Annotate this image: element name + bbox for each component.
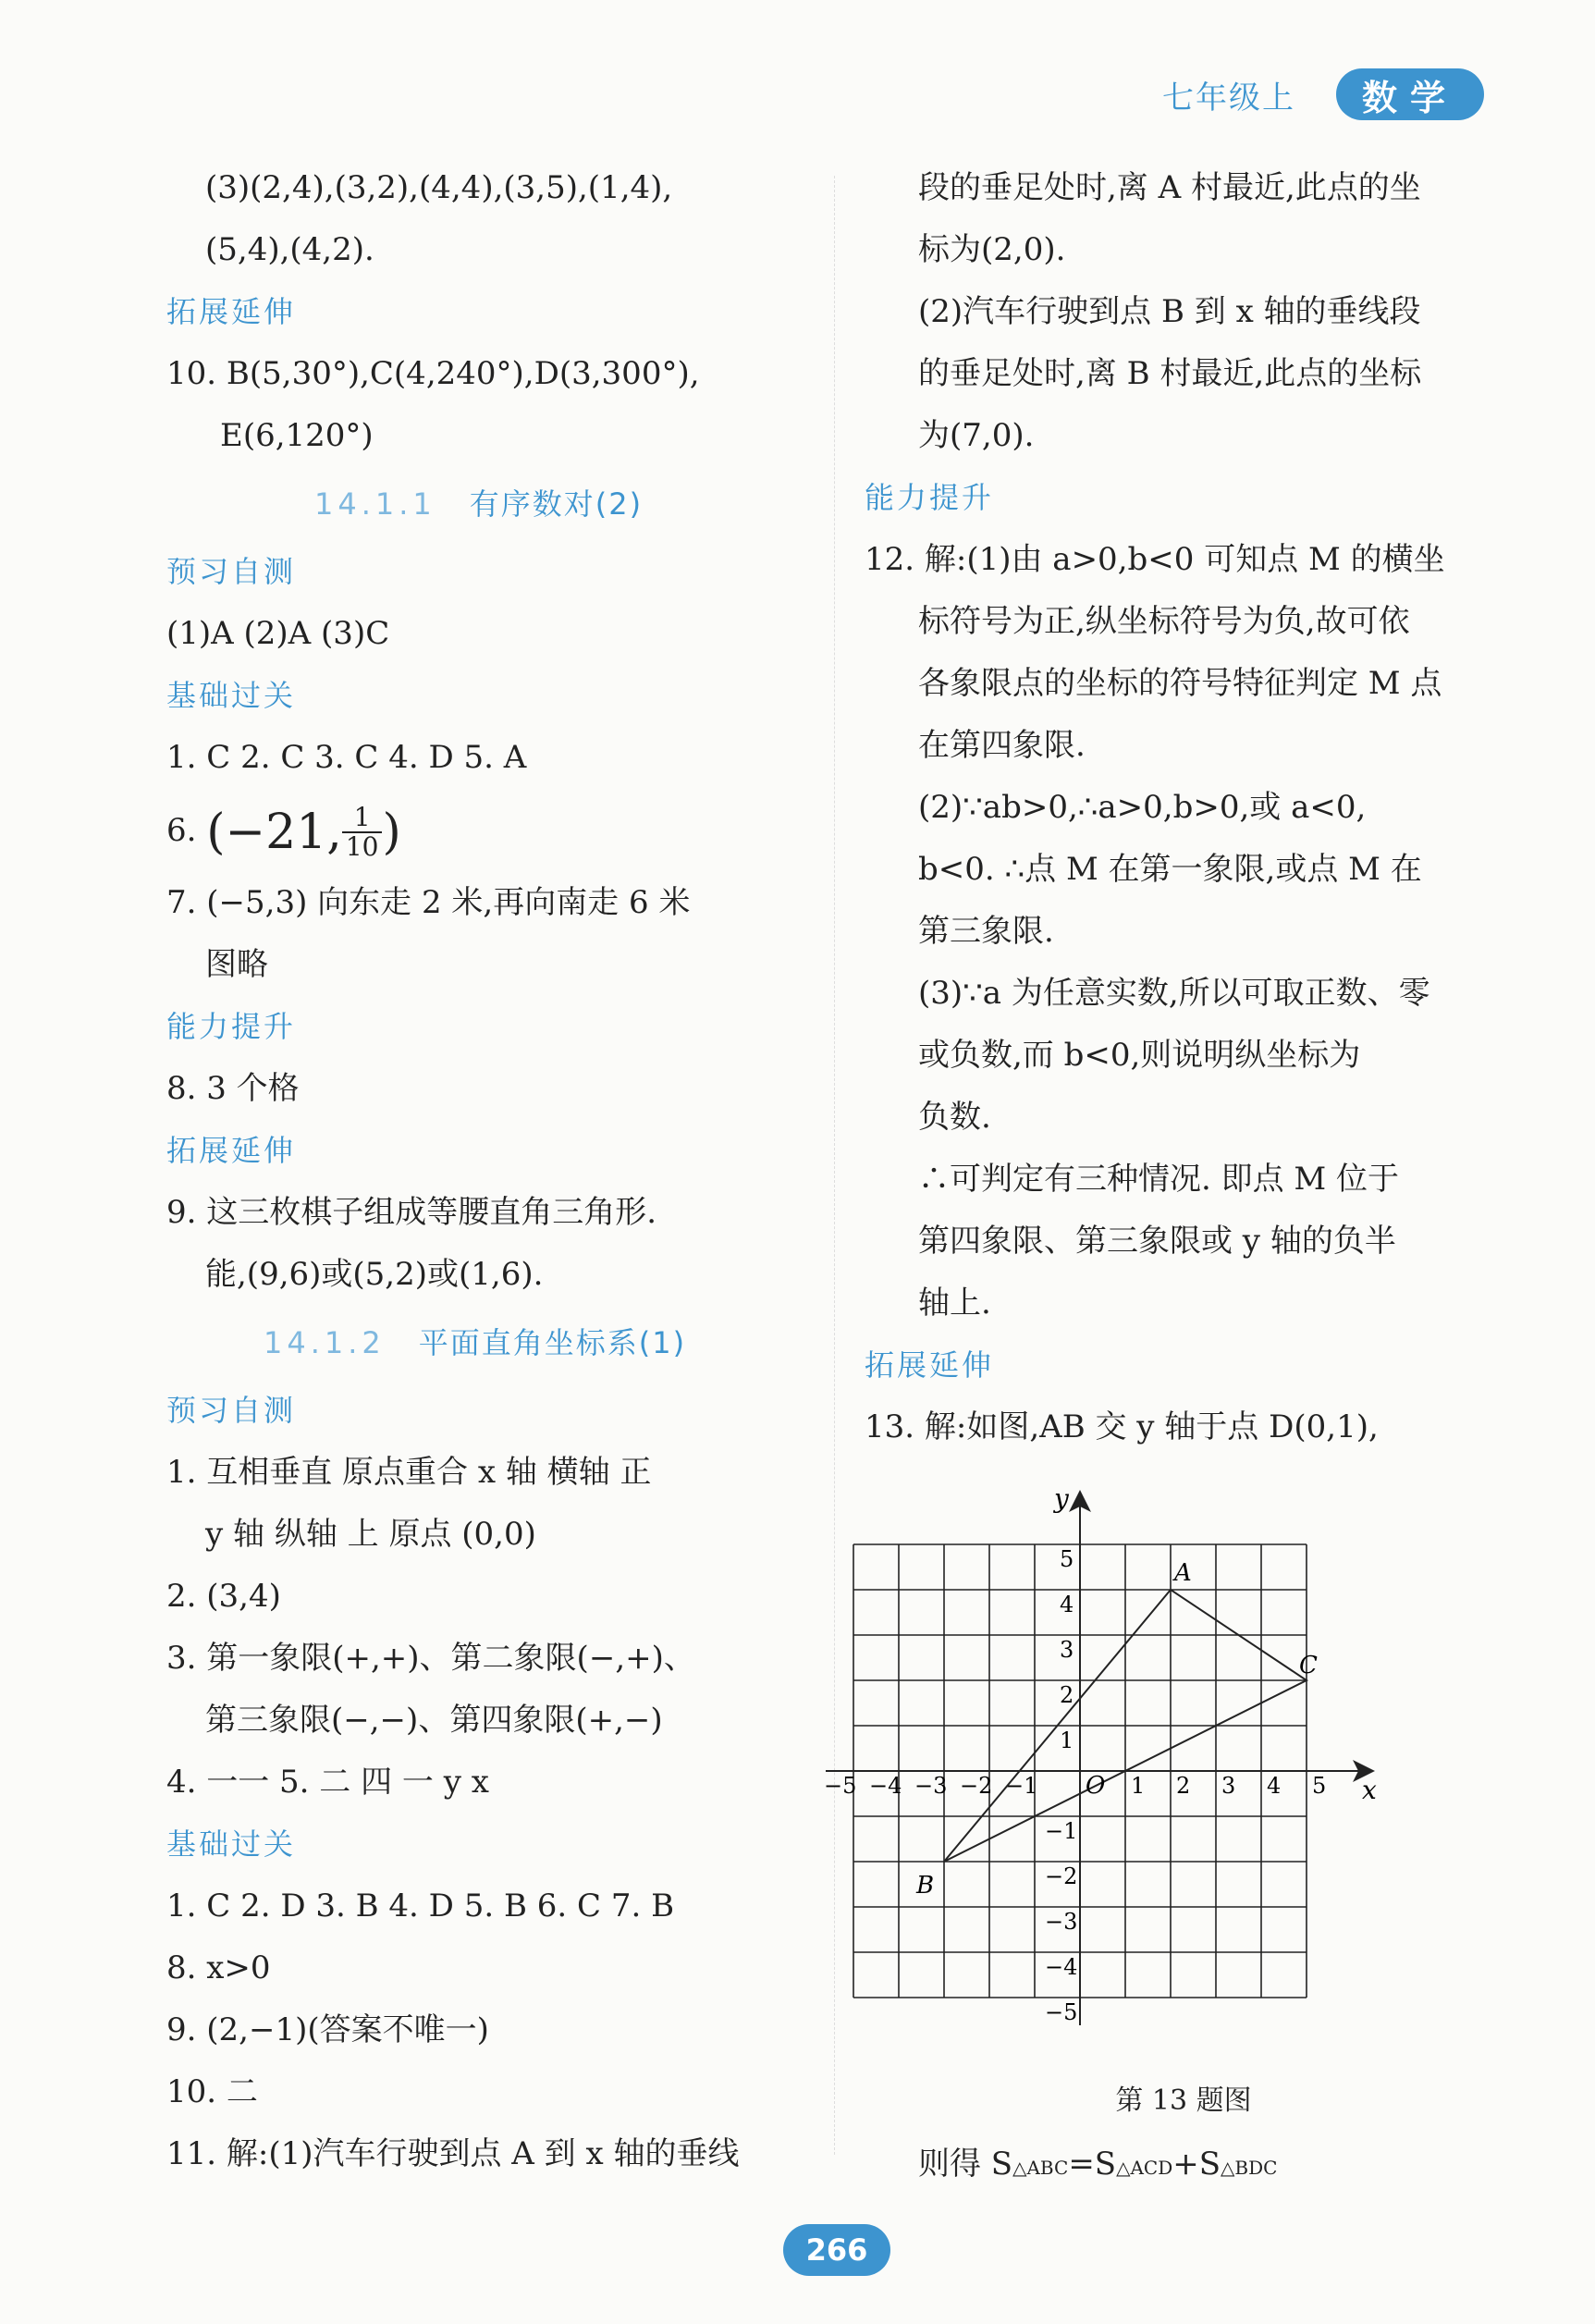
paren-left: (−21, — [206, 805, 342, 860]
formula-part: +S — [1172, 2146, 1221, 2183]
answer-line: 8. x>0 — [166, 1949, 271, 1986]
x-tick-label: −2 — [960, 1773, 993, 1799]
section-heading: 基础过关 — [166, 678, 297, 713]
formula-subscript: △ACD — [1116, 2157, 1173, 2179]
answer-line: 在第四象限. — [918, 727, 1086, 764]
point-a-label: A — [1174, 1559, 1192, 1587]
y-tick-label: 4 — [1060, 1592, 1074, 1617]
answer-line: 4. 一一 5. 二 四 一 y x — [166, 1764, 489, 1801]
formula-part: 则得 S — [918, 2146, 1013, 2183]
y-tick-label: 3 — [1060, 1637, 1074, 1663]
answer-line: 能,(9,6)或(5,2)或(1,6). — [205, 1256, 544, 1293]
answer-line: 为(7,0). — [918, 417, 1035, 454]
answer-line: 第三象限(−,−)、第四象限(+,−) — [205, 1702, 663, 1739]
x-tick-label: −4 — [869, 1773, 902, 1799]
answer-line: 或负数,而 b<0,则说明纵坐标为 — [918, 1037, 1361, 1074]
y-tick-label: −4 — [1045, 1954, 1078, 1980]
answer-line: 标为(2,0). — [918, 231, 1066, 268]
point-b-label: B — [916, 1872, 935, 1900]
y-axis-label: y — [1054, 1483, 1069, 1514]
answer-line: 3. 第一象限(+,+)、第二象限(−,+)、 — [166, 1640, 695, 1677]
x-tick-label: 5 — [1312, 1773, 1327, 1799]
y-tick-label: 5 — [1060, 1546, 1074, 1572]
answer-line: 标符号为正,纵坐标符号为负,故可依 — [918, 603, 1410, 640]
answer-line: 8. 3 个格 — [166, 1070, 300, 1107]
point-c-label: C — [1299, 1652, 1318, 1679]
subject-badge: 数学 — [1336, 68, 1484, 120]
x-axis-label: x — [1362, 1775, 1377, 1805]
x-tick-label: 1 — [1131, 1773, 1146, 1799]
chapter-number: 14.1.2 — [264, 1325, 386, 1360]
formula-subscript: △BDC — [1221, 2157, 1278, 2179]
y-tick-label: 2 — [1060, 1682, 1074, 1708]
answer-line: E(6,120°) — [220, 417, 374, 454]
x-tick-label: −3 — [914, 1773, 948, 1799]
chapter-number: 14.1.1 — [314, 486, 436, 522]
answer-line: (2)∵ab>0,∴a>0,b>0,或 a<0, — [918, 789, 1367, 826]
answer-line: 图略 — [205, 946, 268, 983]
x-tick-label: 2 — [1176, 1773, 1191, 1799]
answer-line: 1. C 2. D 3. B 4. D 5. B 6. C 7. B — [166, 1887, 675, 1924]
answer-line: 7. (−5,3) 向东走 2 米,再向南走 6 米 — [166, 884, 691, 921]
section-heading: 预习自测 — [166, 554, 297, 589]
section-heading: 拓展延伸 — [865, 1347, 995, 1383]
answer-line: 10. B(5,30°),C(4,240°),D(3,300°), — [166, 355, 700, 392]
chapter-title: 平面直角坐标系(1) — [418, 1325, 687, 1360]
origin-label: O — [1086, 1772, 1106, 1800]
y-tick-label: 1 — [1060, 1728, 1074, 1753]
formula-subscript: △ABC — [1012, 2157, 1069, 2179]
x-tick-label: −1 — [1005, 1773, 1038, 1799]
x-tick-label: 4 — [1267, 1773, 1282, 1799]
chapter-title: 有序数对(2) — [469, 486, 644, 522]
column-divider — [834, 176, 835, 2155]
answer-line: 2. (3,4) — [166, 1578, 281, 1615]
answer-line: (5,4),(4,2). — [205, 231, 374, 268]
section-heading: 预习自测 — [166, 1393, 297, 1428]
grade-label: 七年级上 — [1162, 79, 1295, 117]
section-heading: 拓展延伸 — [166, 1133, 297, 1168]
x-tick-label: 3 — [1221, 1773, 1236, 1799]
fraction-numerator: 1 — [342, 804, 383, 833]
section-heading: 能力提升 — [865, 480, 995, 515]
right-column — [824, 157, 1503, 2195]
x-tick-label: −5 — [824, 1773, 857, 1799]
answer-line: (3)∵a 为任意实数,所以可取正数、零 — [918, 975, 1430, 1012]
answer-line: (1)A (2)A (3)C — [166, 615, 390, 652]
page-number: 266 — [783, 2224, 890, 2276]
answer-line: 的垂足处时,离 B 村最近,此点的坐标 — [918, 355, 1422, 392]
coordinate-figure — [824, 1458, 1503, 2069]
answer-line: (2)汽车行驶到点 B 到 x 轴的垂线段 — [918, 293, 1421, 330]
answer-line: (3)(2,4),(3,2),(4,4),(3,5),(1,4), — [205, 169, 673, 206]
answer-line: 负数. — [918, 1099, 991, 1136]
figure-caption: 第 13 题图 — [1115, 2084, 1252, 2117]
answer-line: 各象限点的坐标的符号特征判定 M 点 — [918, 665, 1442, 702]
y-tick-label: −3 — [1045, 1909, 1078, 1935]
chapter-heading — [166, 467, 814, 541]
section-heading: 拓展延伸 — [166, 294, 297, 329]
answer-line: 13. 解:如图,AB 交 y 轴于点 D(0,1), — [865, 1408, 1379, 1445]
answer-line: 第三象限. — [918, 913, 1054, 950]
answer-line: 9. 这三枚棋子组成等腰直角三角形. — [166, 1194, 657, 1231]
item-number: 6. — [166, 812, 197, 849]
y-tick-label: −2 — [1045, 1863, 1078, 1889]
y-tick-label: −5 — [1045, 1999, 1078, 2025]
answer-line: 9. (2,−1)(答案不唯一) — [166, 2011, 489, 2048]
coordinate-plane — [824, 1458, 1503, 2069]
answer-line: 11. 解:(1)汽车行驶到点 A 到 x 轴的垂线 — [166, 2135, 740, 2172]
answer-line-fraction — [166, 789, 814, 872]
answer-line: 轴上. — [918, 1285, 991, 1322]
answer-line: ∴可判定有三种情况. 即点 M 位于 — [918, 1161, 1400, 1198]
answer-line: 1. 互相垂直 原点重合 x 轴 横轴 正 — [166, 1454, 652, 1491]
answer-line: b<0. ∴点 M 在第一象限,或点 M 在 — [918, 851, 1422, 888]
answer-line: 1. C 2. C 3. C 4. D 5. A — [166, 739, 527, 776]
area-formula — [865, 2133, 1503, 2195]
section-heading: 能力提升 — [166, 1009, 297, 1044]
answer-line: 10. 二 — [166, 2073, 258, 2110]
answer-line: 第四象限、第三象限或 y 轴的负半 — [918, 1223, 1396, 1260]
left-column — [166, 157, 814, 2185]
answer-line: 12. 解:(1)由 a>0,b<0 可知点 M 的横坐 — [865, 541, 1445, 578]
formula-part: =S — [1068, 2146, 1117, 2183]
fraction — [342, 804, 383, 861]
page-header — [1162, 68, 1484, 120]
answer-line: 段的垂足处时,离 A 村最近,此点的坐 — [918, 169, 1421, 206]
fraction-denominator: 10 — [345, 831, 379, 862]
chapter-heading — [166, 1306, 814, 1380]
answer-line: y 轴 纵轴 上 原点 (0,0) — [205, 1516, 536, 1553]
y-tick-label: −1 — [1045, 1818, 1078, 1844]
paren-right: ) — [382, 805, 401, 860]
section-heading: 基础过关 — [166, 1826, 297, 1862]
